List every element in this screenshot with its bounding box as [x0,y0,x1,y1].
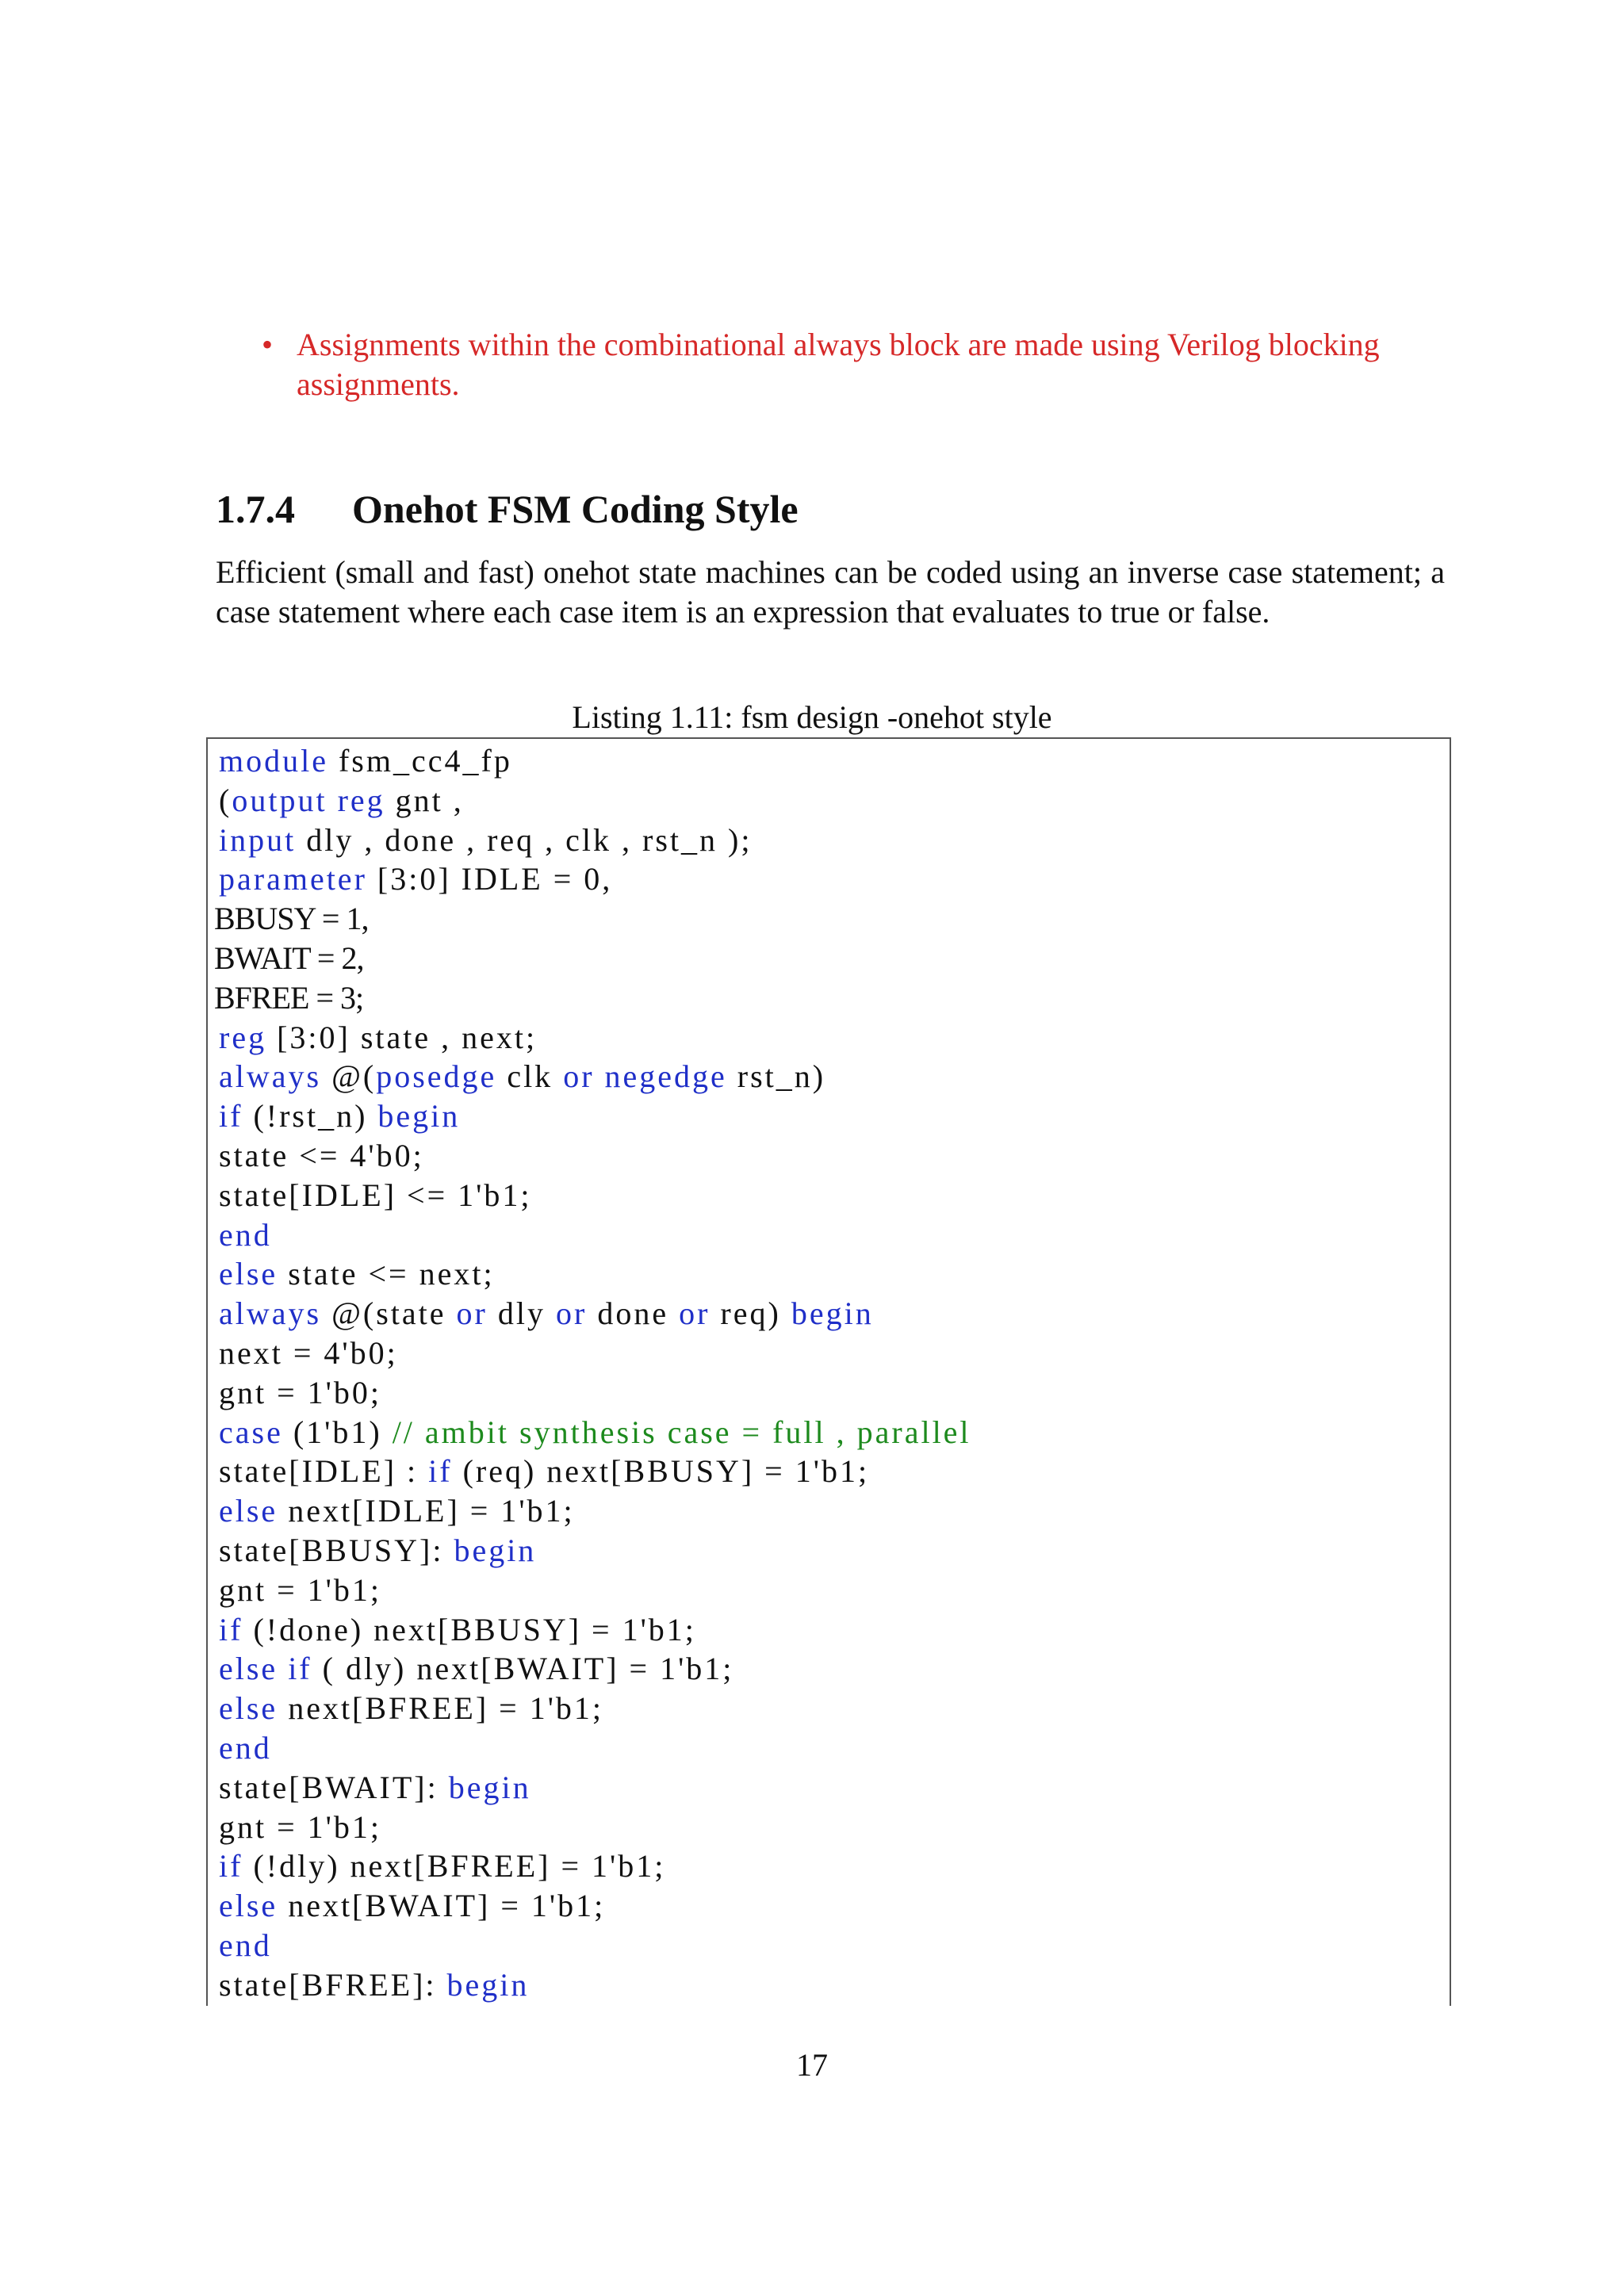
code-listing [206,737,1451,2006]
code-line [208,1334,971,1373]
code-keyword: reg [219,1019,267,1055]
code-line [208,1176,971,1215]
code-keyword: module [219,743,328,779]
code-text: gnt = 1'b0; [219,1374,381,1410]
code-keyword: if [219,1611,243,1647]
code-line [208,1571,971,1610]
code-line [208,1373,971,1413]
code-text: dly [487,1295,556,1332]
code-keyword: else [219,1651,278,1687]
code-line [208,1768,971,1808]
code-text: @( [321,1058,377,1095]
code-line [208,781,971,821]
code-line [208,1808,971,1847]
code-text: state[BBUSY]: [219,1532,454,1568]
bullet-dot-icon: • [262,327,274,362]
code-line [208,978,971,1018]
code-text: gnt = 1'b1; [219,1571,381,1608]
code-text: clk [496,1058,564,1095]
code-line [208,1452,971,1491]
code-text: state[IDLE] : [219,1453,429,1490]
body-paragraph: Efficient (small and fast) onehot state machines can be coded using an inverse case statement; a case statement where each case item is an expression that evaluates to true or false. [216,554,1445,629]
code-line [208,899,971,939]
code-text [278,1651,288,1686]
section-number: 1.7.4 [216,487,295,531]
code-keyword: begin [454,1532,537,1568]
code-text: [3:0] state , next; [266,1019,538,1055]
code-keyword: if [428,1453,453,1490]
code-keyword: always [219,1058,322,1095]
code-line [208,1965,971,2005]
code-keyword: or [456,1295,488,1332]
code-keyword: else [219,1888,278,1924]
code-line [208,1413,971,1452]
code-keyword: else [219,1493,278,1529]
code-keyword: negedge [604,1058,727,1095]
code-text: next[BWAIT] = 1'b1; [278,1888,606,1924]
code-line [208,1294,971,1334]
code-keyword: if [219,1098,243,1135]
code-line [208,1491,971,1531]
code-line [208,741,971,781]
section-title: Onehot FSM Coding Style [352,487,799,531]
code-text [327,783,338,818]
code-text: rst_n) [726,1058,826,1095]
code-text: gnt = 1'b1; [219,1808,381,1845]
code-comment: // ambit synthesis case = full , parallel [392,1414,971,1450]
code-text [595,1058,605,1094]
code-line [208,1689,971,1728]
code-keyword: case [219,1414,283,1450]
code-text: BBUSY = 1, [214,901,369,937]
code-keyword: begin [377,1098,461,1135]
code-keyword: or [679,1295,710,1332]
code-line [208,1649,971,1689]
code-keyword: else [219,1690,278,1727]
code-keyword: if [288,1651,312,1687]
code-keyword: always [219,1295,322,1332]
code-text: ( [219,782,232,818]
code-keyword: or [556,1295,588,1332]
code-text: state[BFREE]: [219,1966,447,2003]
code-keyword: parameter [219,861,367,897]
code-line [208,1136,971,1176]
code-text: (!done) next[BBUSY] = 1'b1; [243,1611,696,1647]
code-line [208,1846,971,1886]
page-number: 17 [796,2047,828,2083]
code-line [208,1926,971,1965]
code-text: BWAIT = 2, [214,939,364,976]
code-line [208,939,971,978]
code-text: next[BFREE] = 1'b1; [278,1690,604,1727]
code-line [208,1096,971,1136]
code-line [208,1215,971,1255]
code-line [208,1254,971,1294]
listing-caption: Listing 1.11: fsm design -onehot style [572,699,1052,735]
code-line [208,1886,971,1926]
code-text: (req) next[BBUSY] = 1'b1; [452,1453,870,1490]
code-text: (!dly) next[BFREE] = 1'b1; [243,1848,666,1885]
code-text: fsm_cc4_fp [327,743,512,779]
code-keyword: begin [448,1769,531,1805]
code-text: done [587,1295,680,1332]
code-text: BFREE = 3; [214,979,364,1016]
code-keyword: begin [446,1966,530,2003]
code-line [208,1728,971,1768]
code-keyword: input [219,821,297,858]
section-heading [216,485,799,533]
code-text: gnt , [385,782,464,818]
code-keyword: reg [337,782,385,818]
code-text: (1'b1) [282,1414,393,1450]
code-text: state[IDLE] <= 1'b1; [219,1177,532,1213]
code-text: (!rst_n) [243,1098,378,1135]
code-text: state[BWAIT]: [219,1769,449,1805]
code-text: next[IDLE] = 1'b1; [278,1493,575,1529]
bullet-item [262,325,1451,404]
code-text: @(state [321,1295,457,1332]
code-text: state <= 4'b0; [219,1137,424,1173]
code-keyword: or [563,1058,595,1095]
code-line [208,859,971,899]
code-text: ( dly) next[BWAIT] = 1'b1; [312,1651,734,1687]
bullet-text: Assignments within the combinational always block are made using Verilog blocking assignments. [297,327,1380,402]
code-keyword: output [232,782,327,818]
code-line [208,821,971,860]
code-line [208,1531,971,1571]
code-keyword: end [219,1729,272,1766]
code-keyword: end [219,1927,272,1963]
code-line [208,1610,971,1650]
code-keyword: posedge [376,1058,497,1095]
code-keyword: begin [791,1295,874,1332]
code-keyword: end [219,1216,272,1253]
code-line [208,1057,971,1096]
code-text: state <= next; [278,1256,495,1292]
code-lines [208,741,971,2005]
code-text: dly , done , req , clk , rst_n ); [296,821,753,858]
code-text: [3:0] IDLE = 0, [366,861,613,897]
code-text: req) [710,1295,791,1332]
code-text: next = 4'b0; [219,1334,398,1371]
code-keyword: else [219,1256,278,1292]
code-keyword: if [219,1848,243,1885]
code-line [208,1018,971,1058]
